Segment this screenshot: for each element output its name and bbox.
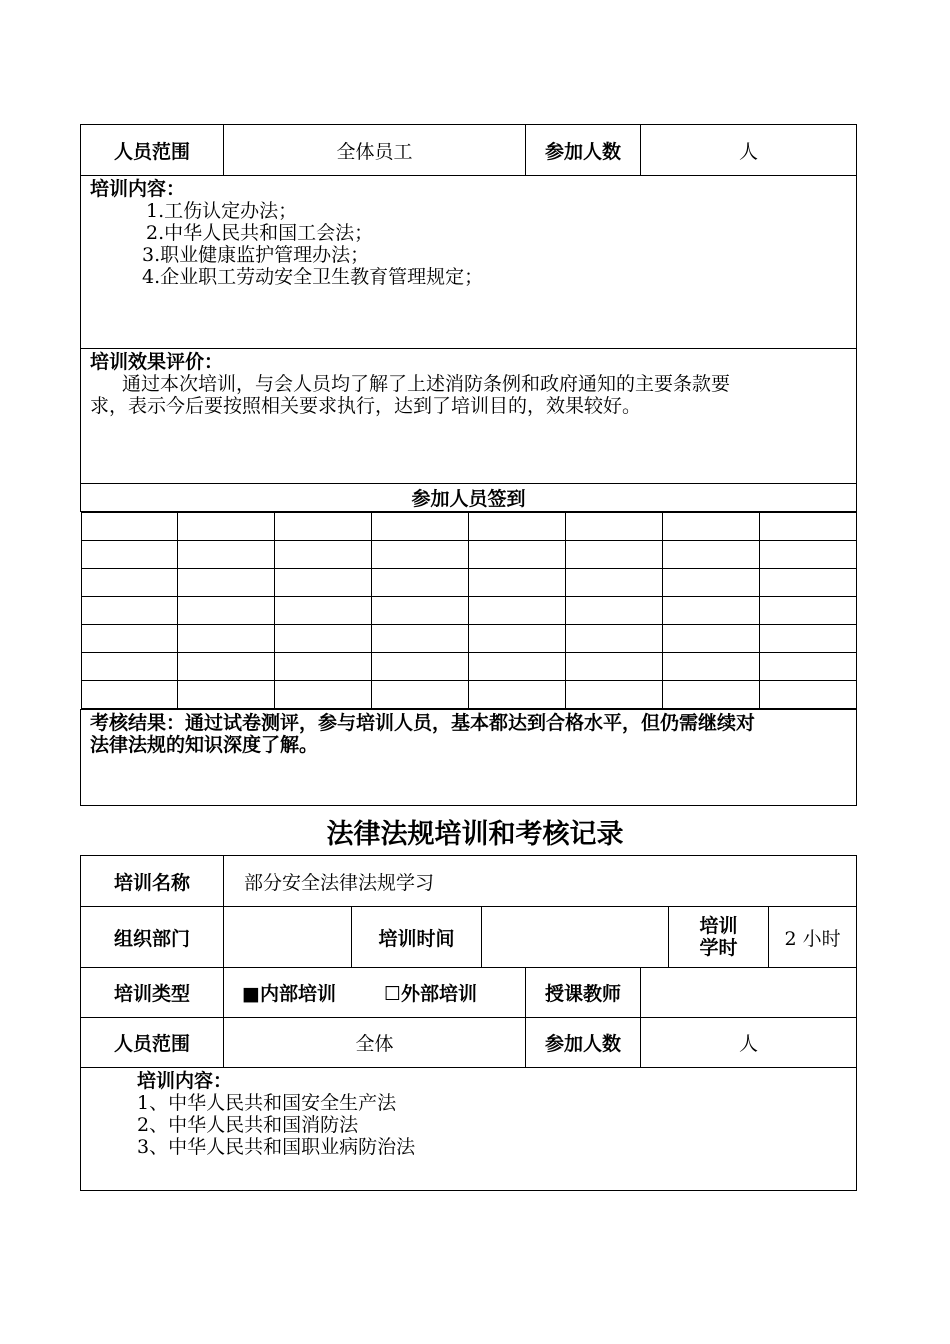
signin-slot[interactable] <box>469 681 566 709</box>
signin-slot[interactable] <box>275 569 372 597</box>
signin-slot[interactable] <box>275 541 372 569</box>
signin-heading: 参加人员签到 <box>81 484 857 512</box>
signin-slot[interactable] <box>178 625 275 653</box>
signin-slot[interactable] <box>759 513 856 541</box>
signin-slot[interactable] <box>565 513 662 541</box>
signin-slot[interactable] <box>662 541 759 569</box>
signin-slot[interactable] <box>372 681 469 709</box>
signin-slot[interactable] <box>372 513 469 541</box>
signin-slot[interactable] <box>759 625 856 653</box>
signin-slot[interactable] <box>565 681 662 709</box>
signin-slot[interactable] <box>759 653 856 681</box>
signin-slot[interactable] <box>372 653 469 681</box>
signin-slot[interactable] <box>469 569 566 597</box>
training-type-options <box>224 968 526 1018</box>
signin-slot[interactable] <box>662 569 759 597</box>
signin-slot[interactable] <box>81 513 178 541</box>
content-item: 1.工伤认定办法； <box>146 200 298 222</box>
signin-slot[interactable] <box>759 541 856 569</box>
signin-slot[interactable] <box>469 625 566 653</box>
signin-slot[interactable] <box>565 653 662 681</box>
signin-slot[interactable] <box>469 653 566 681</box>
assessment-text-line1: 考核结果：通过试卷测评，参与培训人员，基本都达到合格水平，但仍需继续对 <box>90 712 756 734</box>
training-name-value: 部分安全法律法规学习 <box>224 856 857 907</box>
training-type-label: 培训类型 <box>81 968 224 1018</box>
signin-slot[interactable] <box>372 625 469 653</box>
org-dept-label: 组织部门 <box>81 907 224 968</box>
count-label: 参加人数 <box>526 125 641 176</box>
section-title: 法律法规培训和考核记录 <box>326 819 624 850</box>
content-item: 2.中华人民共和国工会法； <box>146 222 374 244</box>
teacher-value <box>641 968 857 1018</box>
signin-slot[interactable] <box>469 597 566 625</box>
assessment-cell <box>81 710 857 806</box>
content-item: 4.企业职工劳动安全卫生教育管理规定； <box>142 266 484 288</box>
training-name-label: 培训名称 <box>81 856 224 907</box>
external-option-label: 外部培训 <box>401 983 478 1005</box>
count-label: 参加人数 <box>526 1018 641 1068</box>
signin-slot[interactable] <box>565 541 662 569</box>
content-heading: 培训内容： <box>90 178 186 200</box>
signin-slot[interactable] <box>662 597 759 625</box>
teacher-label: 授课教师 <box>526 968 641 1018</box>
signin-slot[interactable] <box>275 597 372 625</box>
signin-slot[interactable] <box>759 569 856 597</box>
signin-slot[interactable] <box>565 625 662 653</box>
signin-slot[interactable] <box>178 597 275 625</box>
content-item: 3、中华人民共和国职业病防治法 <box>137 1136 416 1158</box>
signin-slot[interactable] <box>469 541 566 569</box>
signin-slot[interactable] <box>565 597 662 625</box>
signin-slot[interactable] <box>275 653 372 681</box>
training-hours-label <box>669 907 769 968</box>
signin-slot[interactable] <box>275 625 372 653</box>
signin-slot[interactable] <box>178 653 275 681</box>
signin-slot[interactable] <box>275 681 372 709</box>
assessment-text-line2: 法律法规的知识深度了解。 <box>90 734 319 756</box>
external-checkbox[interactable]: ☐ <box>383 983 402 1005</box>
signin-slot[interactable] <box>178 681 275 709</box>
signin-slot[interactable] <box>372 569 469 597</box>
signin-slot[interactable] <box>81 541 178 569</box>
org-dept-value <box>224 907 352 968</box>
signin-slot[interactable] <box>372 541 469 569</box>
signin-slot[interactable] <box>662 653 759 681</box>
training-hours-label-line2: 学时 <box>699 937 738 959</box>
training-hours-value: 2 小时 <box>769 907 857 968</box>
signin-slot[interactable] <box>81 625 178 653</box>
signin-slot[interactable] <box>178 513 275 541</box>
training-time-value <box>482 907 669 968</box>
content-item: 1、中华人民共和国安全生产法 <box>137 1092 397 1114</box>
signin-slot[interactable] <box>565 569 662 597</box>
evaluation-heading: 培训效果评价： <box>90 351 224 373</box>
evaluation-text-line1: 通过本次培训，与会人员均了解了上述消防条例和政府通知的主要条款要 <box>122 373 731 395</box>
signin-grid-cell <box>81 512 857 710</box>
count-value: 人 <box>641 125 857 176</box>
content-item: 3.职业健康监护管理办法； <box>142 244 370 266</box>
signin-slot[interactable] <box>662 513 759 541</box>
training-record-table-top <box>80 124 857 806</box>
evaluation-text-line2: 求，表示今后要按照相关要求执行，达到了培训目的，效果较好。 <box>90 395 642 417</box>
internal-option-label: 内部培训 <box>259 983 336 1005</box>
training-record-table-bottom <box>80 855 857 1191</box>
content-cell <box>81 176 857 349</box>
scope-value: 全体 <box>224 1018 526 1068</box>
signin-slot[interactable] <box>275 513 372 541</box>
signin-slot[interactable] <box>759 681 856 709</box>
signin-grid <box>81 512 857 709</box>
signin-slot[interactable] <box>178 541 275 569</box>
content-item: 2、中华人民共和国消防法 <box>137 1114 359 1136</box>
training-time-label: 培训时间 <box>352 907 482 968</box>
signin-slot[interactable] <box>81 653 178 681</box>
signin-slot[interactable] <box>759 597 856 625</box>
scope-value: 全体员工 <box>224 125 526 176</box>
signin-slot[interactable] <box>469 513 566 541</box>
signin-slot[interactable] <box>662 681 759 709</box>
scope-label: 人员范围 <box>81 1018 224 1068</box>
content-heading: 培训内容： <box>137 1070 233 1092</box>
signin-slot[interactable] <box>81 681 178 709</box>
internal-checkbox[interactable]: ■ <box>242 983 260 1005</box>
signin-slot[interactable] <box>81 569 178 597</box>
signin-slot[interactable] <box>662 625 759 653</box>
content-cell <box>81 1068 857 1191</box>
evaluation-cell <box>81 349 857 484</box>
scope-label: 人员范围 <box>81 125 224 176</box>
signin-slot[interactable] <box>372 597 469 625</box>
signin-slot[interactable] <box>81 597 178 625</box>
signin-slot[interactable] <box>178 569 275 597</box>
training-hours-label-line1: 培训 <box>699 915 738 937</box>
count-value: 人 <box>641 1018 857 1068</box>
